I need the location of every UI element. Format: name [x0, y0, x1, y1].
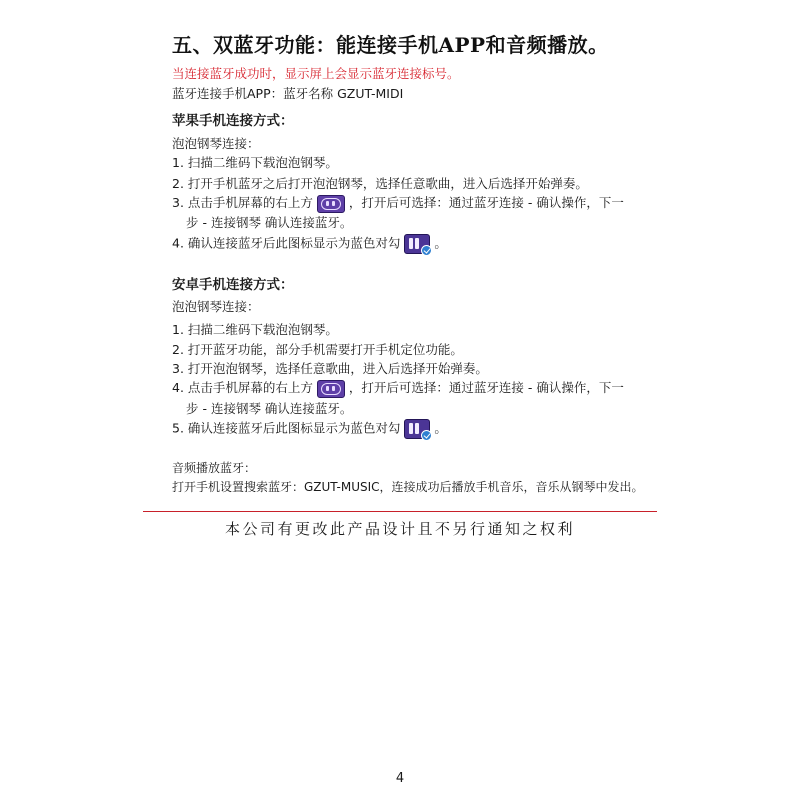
red-divider — [143, 511, 657, 512]
android-step-4-cont: 步 - 连接钢琴 确认连接蓝牙。 — [186, 401, 353, 416]
apple-step-3-text-b: ，打开后可选择：通过蓝牙连接 - 确认操作，下一 — [348, 195, 624, 210]
android-step-5-end: 。 — [434, 420, 447, 436]
paopao-app-icon — [317, 380, 345, 398]
android-subheading: 泡泡钢琴连接： — [172, 299, 260, 314]
android-step-2: 2. 打开蓝牙功能，部分手机需要打开手机定位功能。 — [172, 342, 463, 357]
android-step-5 — [172, 419, 447, 439]
piano-bluetooth-check-icon — [404, 419, 430, 439]
android-step-3: 3. 打开泡泡钢琴，选择任意歌曲，进入后选择开始弹奏。 — [172, 361, 488, 376]
page-number: 4 — [395, 771, 405, 786]
android-step-4 — [172, 379, 624, 398]
apple-step-4-end: 。 — [434, 235, 447, 251]
android-step-4-text-a: 4. 点击手机屏幕的右上方 — [172, 380, 313, 395]
bluetooth-name-line: 蓝牙连接手机APP：蓝牙名称 GZUT-MIDI — [172, 86, 404, 101]
android-heading: 安卓手机连接方式： — [172, 277, 294, 293]
apple-step-4 — [172, 234, 447, 254]
audio-line: 打开手机设置搜索蓝牙：GZUT-MUSIC，连接成功后播放手机音乐，音乐从钢琴中发出。 — [172, 480, 644, 494]
audio-heading: 音频播放蓝牙： — [172, 461, 257, 475]
rights-notice: 本公司有更改此产品设计且不另行通知之权利 — [224, 520, 575, 538]
apple-step-4-text: 4. 确认连接蓝牙后此图标显示为蓝色对勾 — [172, 235, 401, 251]
apple-subheading: 泡泡钢琴连接： — [172, 136, 260, 151]
apple-step-1: 1. 扫描二维码下载泡泡钢琴。 — [172, 155, 338, 170]
apple-heading: 苹果手机连接方式： — [172, 113, 294, 129]
apple-step-3-text-a: 3. 点击手机屏幕的右上方 — [172, 195, 313, 210]
android-step-4-text-b: ，打开后可选择：通过蓝牙连接 - 确认操作，下一 — [348, 380, 624, 395]
red-bluetooth-note: 当连接蓝牙成功时，显示屏上会显示蓝牙连接标号。 — [172, 66, 460, 81]
android-step-5-text: 5. 确认连接蓝牙后此图标显示为蓝色对勾 — [172, 420, 401, 436]
apple-step-2: 2. 打开手机蓝牙之后打开泡泡钢琴，选择任意歌曲，进入后选择开始弹奏。 — [172, 176, 588, 191]
apple-step-3-cont: 步 - 连接钢琴 确认连接蓝牙。 — [186, 215, 353, 230]
piano-bluetooth-check-icon — [404, 234, 430, 254]
android-step-1: 1. 扫描二维码下载泡泡钢琴。 — [172, 322, 338, 337]
paopao-app-icon — [317, 195, 345, 213]
apple-step-3 — [172, 194, 624, 213]
section-title: 五、双蓝牙功能：能连接手机APP和音频播放。 — [172, 33, 609, 57]
